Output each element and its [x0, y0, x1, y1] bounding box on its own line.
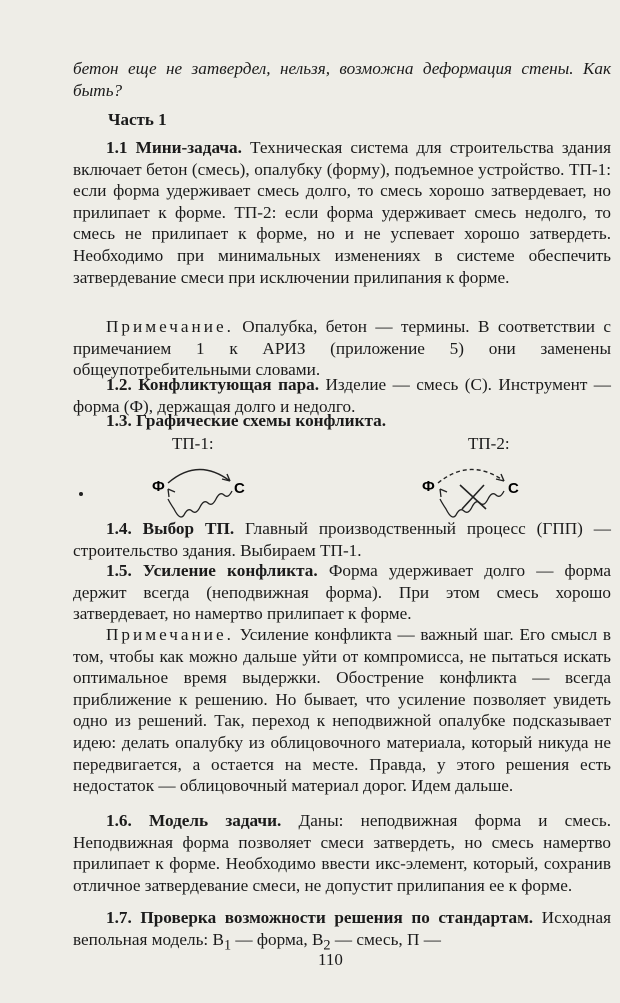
intro-text: бетон еще не затвердел, нельзя, возможна деформация стены. Как быть? [73, 59, 611, 100]
tp1-upper-arc [168, 469, 230, 483]
tp2-upper-dashed-arc [438, 469, 504, 483]
tp2-lower-wave [440, 491, 504, 517]
section-1-7-sub-2: 2 [323, 937, 331, 954]
section-1-1-text: Техническая система для строительства здания включает бетон (смесь), опалубку (форму), подъемное устройство. ТП-1: если форма удерживает смесь долго, то смесь хорошо затвердевает, но прилипает к форме. ТП-2: если форма удерживает смесь недолго, то смесь не прилипает к форме, но и не успевает хорошо затвердеть. Необходимо при минимальных изменениях в системе обеспечить затвердевание смеси при исключении прилипания к форме. [73, 138, 611, 287]
section-1-4 [73, 518, 611, 561]
tp1-label: ТП-1: [172, 434, 214, 453]
section-1-4-title: 1.4. Выбор ТП. [106, 519, 235, 538]
section-1-7-text-a: Исходная вепольная модель: В [73, 908, 611, 949]
tp2-lower-arrowhead [440, 489, 447, 497]
note-2-label: Примечание. [106, 625, 234, 644]
tp1-c-label: С [234, 480, 245, 497]
section-1-3 [73, 410, 611, 432]
section-1-2-text: Изделие — смесь (С). Инструмент — форма (Ф), держащая долго и недолго. [73, 375, 611, 416]
section-1-1 [73, 137, 611, 288]
section-1-2-title: 1.2. Конфликтующая пара. [106, 375, 320, 394]
note-1-text: Опалубка, бетон — термины. В соответствии с примечанием 1 к АРИЗ (приложение 5) они заменены общеупотребительными словами. [73, 317, 611, 380]
tp2-upper-arrowhead [496, 474, 504, 481]
section-1-5-text: Форма удерживает долго — форма держит всегда (неподвижная форма). При этом смесь хорошо затвердевает, но намертво прилипает к форме. [73, 561, 612, 624]
section-1-7-title: 1.7. Проверка возможности решения по стандартам. [106, 908, 534, 927]
section-1-6-text: Даны: неподвижная форма и смесь. Неподвижная форма позволяет смеси затвердеть, но смесь намертво прилипает к форме. Необходимо ввести икс-элемент, который, сохранив отличное затвердевание смеси, не допустит прилипания ее к форме. [73, 811, 611, 895]
tp1-f-label: Ф [152, 478, 165, 495]
section-1-5 [73, 560, 611, 625]
section-1-3-title: 1.3. Графические схемы конфликта. [106, 411, 387, 430]
section-1-6 [73, 810, 611, 896]
tp2-label: ТП-2: [468, 434, 510, 453]
tp2-f-label: Ф [422, 478, 435, 495]
section-1-7-text-c: — смесь, П — [330, 929, 441, 949]
note-2 [73, 624, 611, 797]
tp1-diagram [150, 455, 260, 515]
section-1-7-sub-1: 1 [223, 937, 232, 954]
section-1-6-title: 1.6. Модель задачи. [106, 811, 282, 830]
section-1-7-text-b: — форма, В [231, 929, 324, 949]
note-2-text: Усиление конфликта — важный шаг. Его смысл в том, чтобы как можно дальше уйти от компромисса, не пытаться искать оптимальное время выдержки. Обострение конфликта — всегда приближение к решению. Но бывает, что усиление позволяет увидеть одно из решений. Так, переход к неподвижной опалубке подсказывает идею: делать опалубку из облицовочного материала, который никуда не передвигается, а остается на месте. Правда, у этого решения есть недостаток — облицовочный материал дорог. Идем дальше. [73, 625, 611, 796]
note-1 [73, 316, 611, 381]
tp1-lower-arrowhead [168, 489, 175, 497]
section-1-5-title: 1.5. Усиление конфликта. [106, 561, 318, 580]
tp2-c-label: С [508, 480, 519, 497]
part-title: Часть 1 [108, 110, 167, 129]
section-1-1-title: 1.1 Мини-задача. [106, 138, 242, 157]
page-number: 110 [318, 950, 343, 969]
section-1-4-text: Главный производственный процесс (ГПП) — строительство здания. Выбираем ТП-1. [73, 519, 611, 560]
tp1-lower-wave [168, 491, 232, 517]
stray-dot [79, 492, 83, 496]
note-1-label: Примечание. [106, 317, 234, 336]
tp2-diagram [420, 455, 530, 515]
